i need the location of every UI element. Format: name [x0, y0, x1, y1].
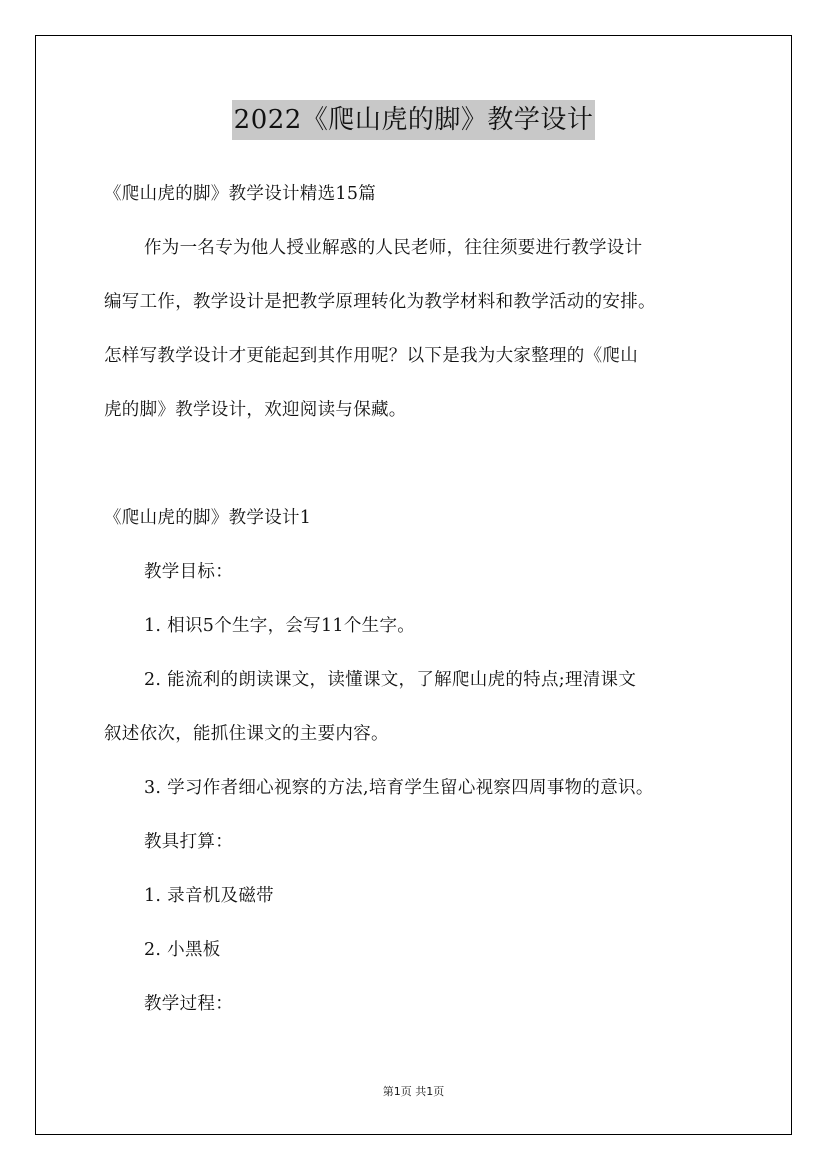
process-label: 教学过程：: [144, 994, 233, 1014]
tool-item-2: 2. 小黑板: [144, 940, 221, 960]
subtitle: 《爬山虎的脚》教学设计精选15篇: [104, 184, 377, 204]
intro-line-2: 编写工作，教学设计是把教学原理转化为教学材料和教学活动的安排。: [104, 292, 656, 312]
tool-item-1: 1. 录音机及磁带: [144, 886, 274, 906]
goals-label: 教学目标：: [144, 562, 233, 582]
intro-line-3: 怎样写教学设计才更能起到其作用呢？以下是我为大家整理的《爬山: [104, 346, 638, 366]
title-container: [0, 100, 827, 140]
section-heading: 《爬山虎的脚》教学设计1: [104, 508, 312, 528]
intro-line-4: 虎的脚》教学设计，欢迎阅读与保藏。: [104, 400, 407, 420]
goal-item-1: 1. 相识5个生字，会写11个生字。: [144, 616, 416, 636]
page-footer: 第1页 共1页: [382, 1085, 445, 1098]
document-title: 2022《爬山虎的脚》教学设计: [232, 100, 596, 140]
goal-item-2-line-2: 叙述依次，能抓住课文的主要内容。: [104, 724, 389, 744]
goal-item-2-line-1: 2. 能流利的朗读课文，读懂课文，了解爬山虎的特点;理清课文: [144, 670, 637, 690]
intro-line-1: 作为一名专为他人授业解惑的人民老师，往往须要进行教学设计: [144, 238, 643, 258]
tools-label: 教具打算：: [144, 832, 233, 852]
goal-item-3: 3. 学习作者细心视察的方法,培育学生留心视察四周事物的意识。: [144, 778, 654, 798]
